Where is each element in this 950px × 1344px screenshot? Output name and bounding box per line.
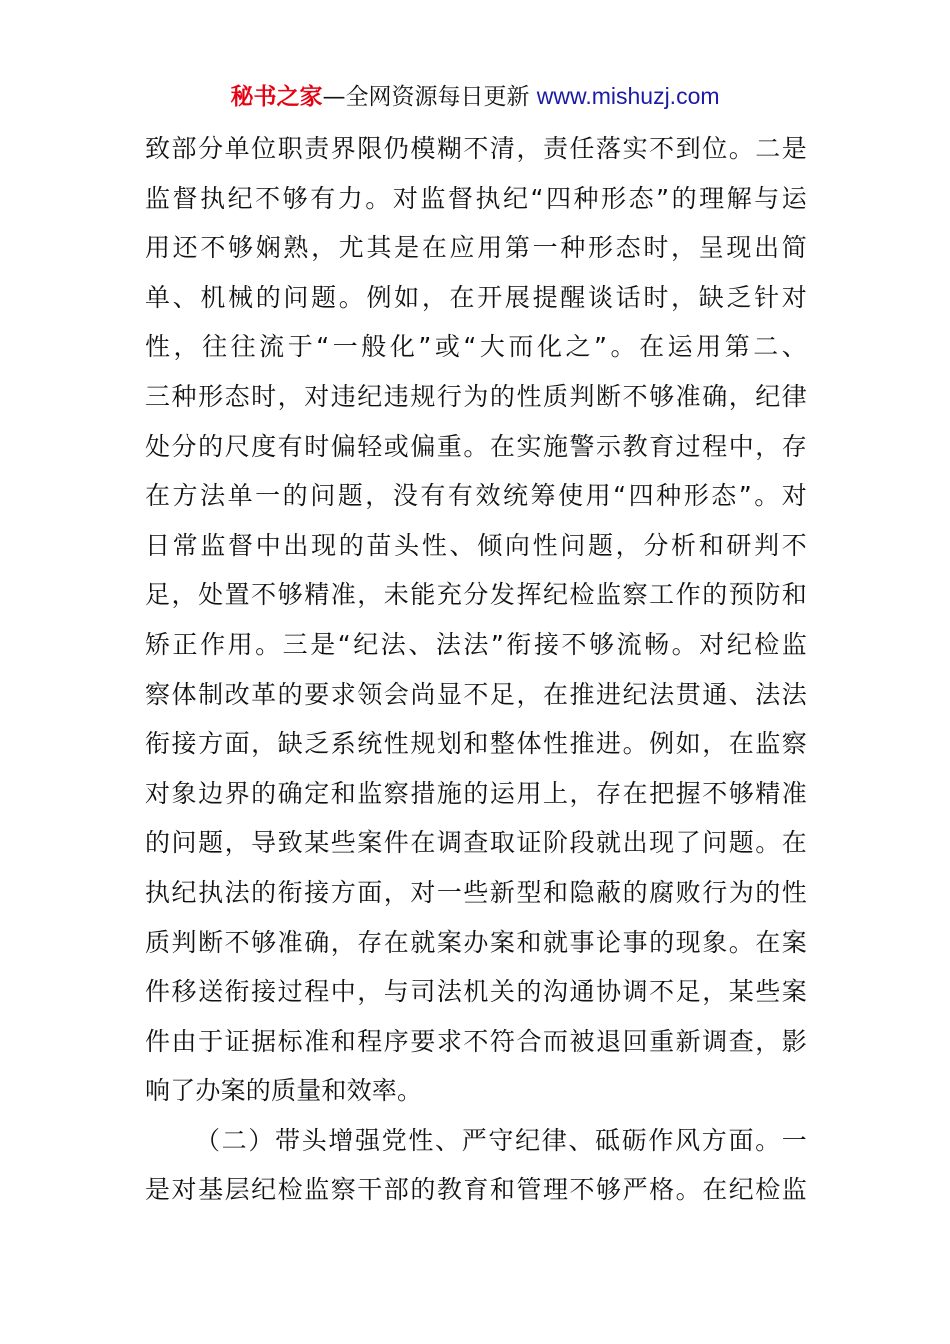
header-tagline: —全网资源每日更新 bbox=[322, 84, 537, 110]
text-line: 是对基层纪检监察干部的教育和管理不够严格。在纪检监 bbox=[145, 1175, 807, 1205]
text-line: 察体制改革的要求领会尚显不足，在推进纪法贯通、法法 bbox=[145, 679, 807, 709]
text-line: 用还不够娴熟，尤其是在应用第一种形态时，呈现出简 bbox=[145, 233, 807, 263]
text-line: 响了办案的质量和效率。 bbox=[145, 1076, 423, 1106]
header-url[interactable]: www.mishuzj.com bbox=[536, 83, 720, 109]
text-line: 对象边界的确定和监察措施的运用上，存在把握不够精准 bbox=[145, 778, 807, 808]
text-line: 处分的尺度有时偏轻或偏重。在实施警示教育过程中，存 bbox=[145, 431, 807, 461]
document-body bbox=[145, 124, 807, 1215]
text-line: 质判断不够准确，存在就案办案和就事论事的现象。在案 bbox=[145, 927, 807, 957]
text-line: 三种形态时，对违纪违规行为的性质判断不够准确，纪律 bbox=[145, 381, 807, 411]
text-line: 件由于证据标准和程序要求不符合而被退回重新调查，影 bbox=[145, 1026, 807, 1056]
text-line: 矫正作用。三是“纪法、法法”衔接不够流畅。对纪检监 bbox=[145, 629, 807, 659]
text-line: 执纪执法的衔接方面，对一些新型和隐蔽的腐败行为的性 bbox=[145, 877, 807, 907]
paragraph bbox=[145, 124, 807, 1116]
text-line: （二）带头增强党性、严守纪律、砥砺作风方面。一 bbox=[195, 1125, 807, 1155]
text-line: 件移送衔接过程中，与司法机关的沟通协调不足，某些案 bbox=[145, 977, 807, 1007]
text-line: 日常监督中出现的苗头性、倾向性问题，分析和研判不 bbox=[145, 530, 807, 560]
text-line: 足，处置不够精准，未能充分发挥纪检监察工作的预防和 bbox=[145, 580, 807, 610]
page-header bbox=[0, 80, 950, 113]
text-line: 的问题，导致某些案件在调查取证阶段就出现了问题。在 bbox=[145, 828, 807, 858]
text-line: 致部分单位职责界限仍模糊不清，责任落实不到位。二是 bbox=[145, 134, 807, 163]
paragraph bbox=[145, 1116, 807, 1215]
text-line: 在方法单一的问题，没有有效统筹使用“四种形态”。对 bbox=[145, 481, 807, 511]
header-brand: 秘书之家 bbox=[230, 84, 323, 110]
text-line: 单、机械的问题。例如，在开展提醒谈话时，缺乏针对 bbox=[145, 282, 807, 312]
text-line: 性，往往流于“一般化”或“大而化之”。在运用第二、 bbox=[145, 332, 807, 362]
text-line: 监督执纪不够有力。对监督执纪“四种形态”的理解与运 bbox=[145, 183, 807, 213]
text-line: 衔接方面，缺乏系统性规划和整体性推进。例如，在监察 bbox=[145, 729, 807, 759]
